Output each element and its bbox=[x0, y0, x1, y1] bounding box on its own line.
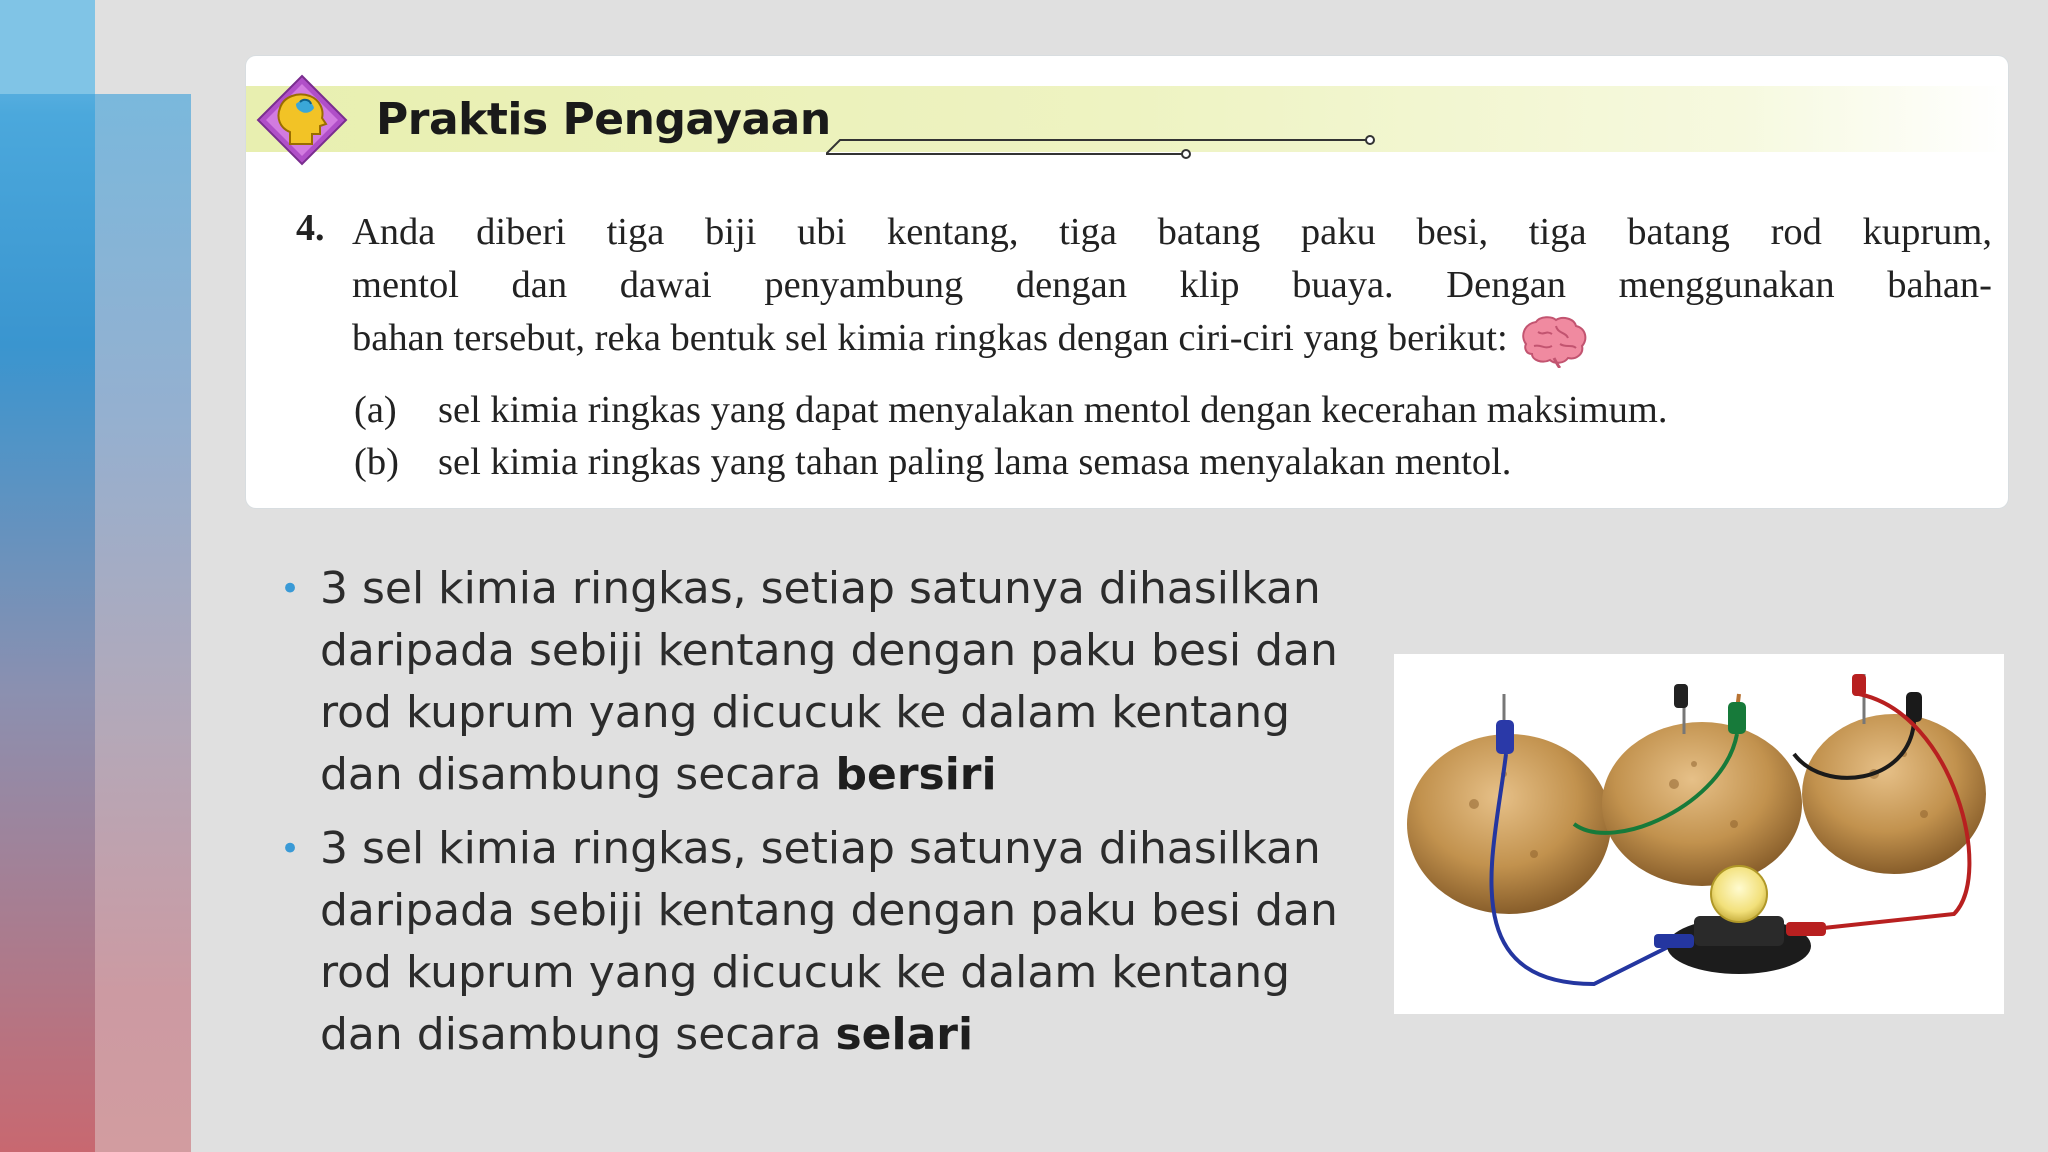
header-decor-line bbox=[826, 132, 1386, 182]
left-decor-bar bbox=[0, 0, 95, 1152]
sub-question-list bbox=[354, 384, 1974, 488]
excerpt-title: Praktis Pengayaan bbox=[376, 94, 831, 145]
bullet-dot-icon: • bbox=[280, 569, 301, 609]
question-line: Anda diberi tiga biji ubi kentang, tiga batang paku besi, tiga batang rod kuprum, bbox=[352, 211, 1992, 253]
bullet-body: 3 sel kimia ringkas, setiap satunya dihasilkan daripada sebiji kentang dengan paku besi dan rod kuprum yang dicucuk ke dalam kentang dan disambung secara bbox=[320, 563, 1338, 800]
sub-question-a bbox=[354, 384, 1974, 436]
bullet-item-series bbox=[280, 558, 1360, 806]
question-line: mentol dan dawai penyambung dengan klip buaya. Dengan menggunakan bahan- bbox=[352, 264, 1992, 306]
bullet-keyword: selari bbox=[835, 1009, 974, 1060]
sub-question-b bbox=[354, 436, 1974, 488]
left-decor-bar-inner bbox=[95, 94, 191, 1152]
question-number: 4. bbox=[296, 207, 325, 249]
bullet-keyword: bersiri bbox=[835, 749, 997, 800]
question-line-last bbox=[352, 312, 1992, 368]
answer-bullet-list bbox=[280, 558, 1360, 1078]
sub-question-text: sel kimia ringkas yang tahan paling lama semasa menyalakan mentol. bbox=[438, 441, 1512, 483]
bullet-text bbox=[320, 818, 1360, 1066]
left-decor-cap bbox=[0, 0, 95, 94]
textbook-excerpt bbox=[246, 56, 2008, 508]
bullet-text bbox=[320, 558, 1360, 806]
question-line-text: bahan tersebut, reka bentuk sel kimia ringkas dengan ciri-ciri yang berikut: bbox=[352, 317, 1508, 359]
bullet-dot-icon: • bbox=[280, 829, 301, 869]
bullet-body: 3 sel kimia ringkas, setiap satunya dihasilkan daripada sebiji kentang dengan paku besi dan rod kuprum yang dicucuk ke dalam kentang dan disambung secara bbox=[320, 823, 1338, 1060]
potato-battery-photo bbox=[1394, 654, 2004, 1014]
bullet-item-parallel bbox=[280, 818, 1360, 1066]
sub-question-label: (b) bbox=[354, 441, 399, 483]
sub-question-text: sel kimia ringkas yang dapat menyalakan mentol dengan kecerahan maksimum. bbox=[438, 389, 1668, 431]
question-text bbox=[352, 206, 1992, 368]
brain-icon bbox=[1516, 314, 1592, 368]
head-badge-icon bbox=[256, 74, 348, 166]
sub-question-label: (a) bbox=[354, 389, 397, 431]
